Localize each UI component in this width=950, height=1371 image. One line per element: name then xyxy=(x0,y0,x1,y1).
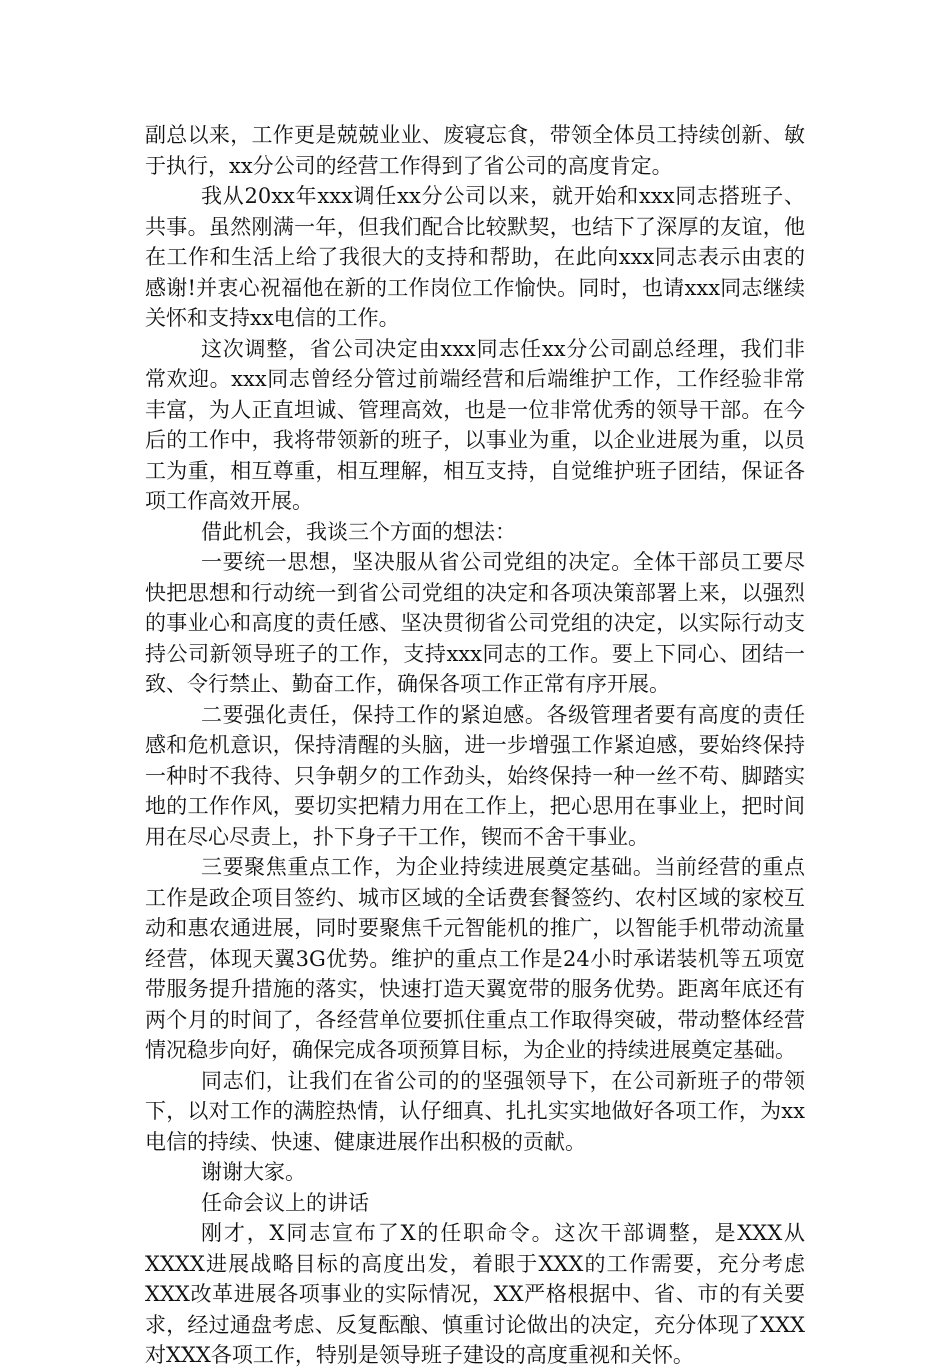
paragraph-6: 二要强化责任，保持工作的紧迫感。各级管理者要有高度的责任感和危机意识，保持清醒的头脑，进一步增强工作紧迫感，要始终保持一种时不我待、只争朝夕的工作劲头，始终保持一种一丝不苟、脚踏实地的工作作风，要切实把精力用在工作上，把心思用在事业上，把时间用在尽心尽责上，扑下身子干工作，锲而不舍干事业。 xyxy=(145,702,805,849)
paragraph-9: 谢谢大家。 xyxy=(201,1160,306,1184)
paragraph-3: 这次调整，省公司决定由xxx同志任xx分公司副总经理，我们非常欢迎。xxx同志曾经分管过前端经营和后端维护工作，工作经验非常丰富，为人正直坦诚、管理高效，也是一位非常优秀的领导干部。在今后的工作中，我将带领新的班子，以事业为重，以企业进展为重，以员工为重，相互尊重，相互理解，相互支持，自觉维护班子团结，保证各项工作高效开展。 xyxy=(145,336,805,513)
paragraph-10: 刚才，X同志宣布了X的任职命令。这次干部调整，是XXX从XXXX进展战略目标的高度出发，着眼于XXX的工作需要，充分考虑XXX改革进展各项事业的实际情况，XX严格根据中、省、市的有关要求，经过通盘考虑、反复酝酿、慎重讨论做出的决定，充分体现了XXX对XXX各项工作，特别是领导班子建设的高度重视和关怀。 xyxy=(145,1221,805,1367)
paragraph-5: 一要统一思想，坚决服从省公司党组的决定。全体干部员工要尽快把思想和行动统一到省公司党组的决定和各项决策部署上来，以强烈的事业心和高度的责任感、坚决贯彻省公司党组的决定，以实际行动支持公司新领导班子的工作，支持xxx同志的工作。要上下同心、团结一致、令行禁止、勤奋工作，确保各项工作正常有序开展。 xyxy=(145,550,805,696)
paragraph-4: 借此机会，我谈三个方面的想法： xyxy=(201,519,516,544)
paragraph-7: 三要聚焦重点工作，为企业持续进展奠定基础。当前经营的重点工作是政企项目签约、城市区域的全话费套餐签约、农村区域的家校互动和惠农通进展，同时要聚焦千元智能机的推广，以智能手机带动流量经营，体现天翼3G优势。维护的重点工作是24小时承诺装机等五项宽带服务提升措施的落实，快速打造天翼宽带的服务优势。距离年底还有两个月的时间了，各经营单位要抓住重点工作取得突破，带动整体经营情况稳步向好，确保完成各项预算目标，为企业的持续进展奠定基础。 xyxy=(145,855,805,1062)
paragraph-8: 同志们，让我们在省公司的的坚强领导下，在公司新班子的带领下，以对工作的满腔热情，认仔细真、扎扎实实地做好各项工作，为xx电信的持续、快速、健康进展作出积极的贡献。 xyxy=(145,1068,805,1154)
speech-title: 任命会议上的讲话 xyxy=(201,1190,369,1215)
paragraph-1: 副总以来，工作更是兢兢业业、废寝忘食，带领全体员工持续创新、敏于执行，xx分公司的经营工作得到了省公司的高度肯定。 xyxy=(145,123,805,178)
document-body xyxy=(145,120,805,1371)
paragraph-2: 我从20xx年xxx调任xx分公司以来，就开始和xxx同志搭班子、共事。虽然刚满一年，但我们配合比较默契，也结下了深厚的友谊，他在工作和生活上给了我很大的支持和帮助，在此向xxx同志表示由衷的感谢!并衷心祝福他在新的工作岗位工作愉快。同时，也请xxx同志继续关怀和支持xx电信的工作。 xyxy=(145,184,805,330)
